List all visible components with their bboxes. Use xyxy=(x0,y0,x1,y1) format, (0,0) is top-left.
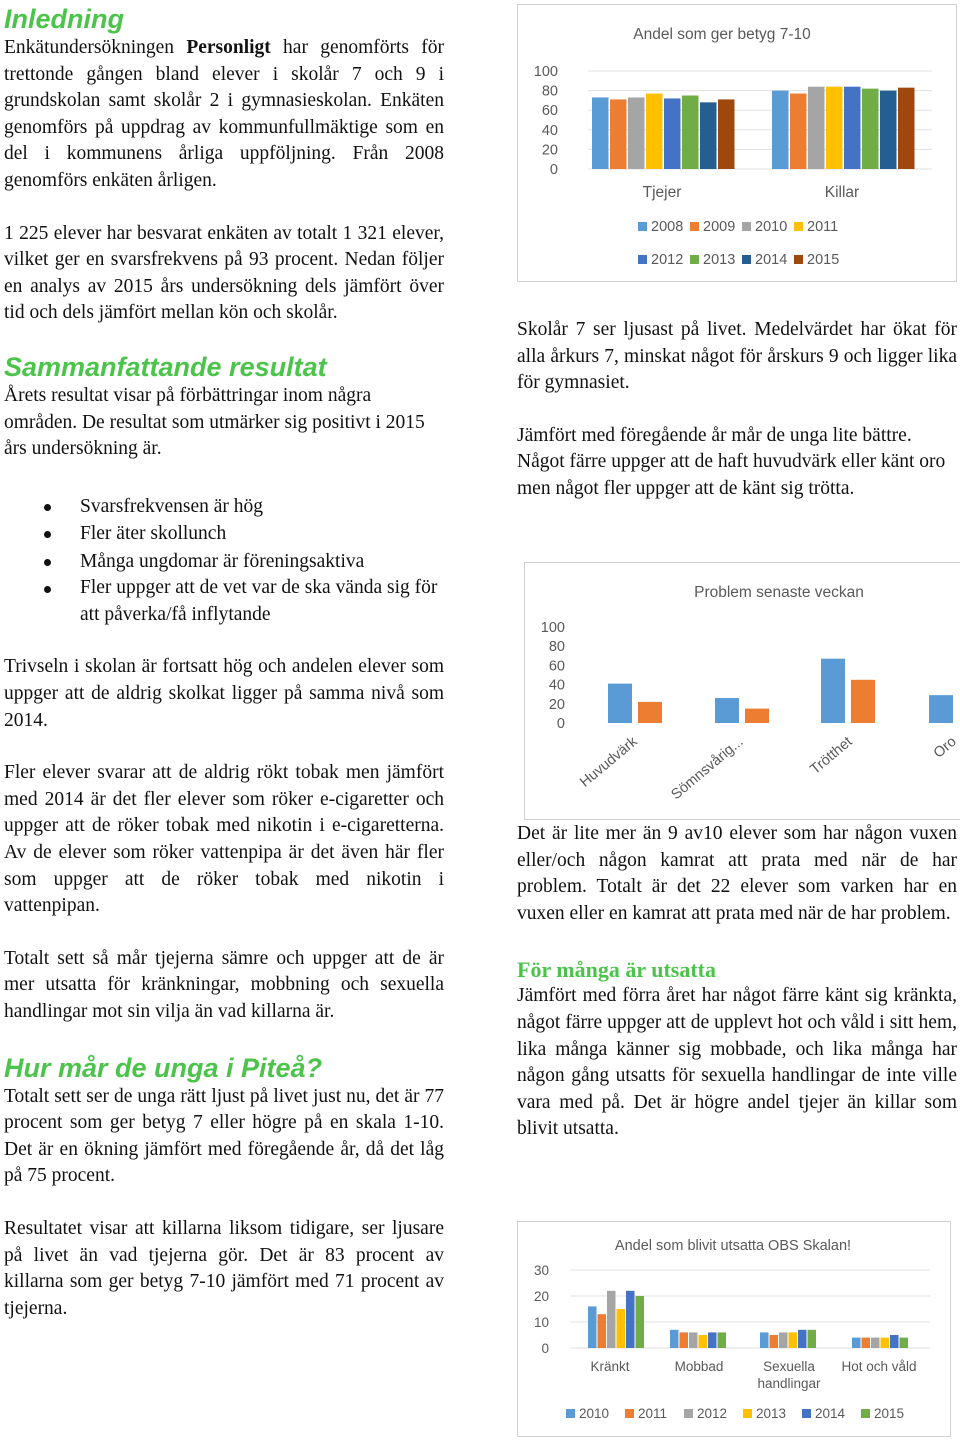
wellbeing-paragraph-2: Resultatet visar att killarna liksom tidigare, ser ljusare på livet än vad tjejerna gör. Det är 83 procent av killarna som ger betyg 7-10 jämfört med 71 procent av tjejerna. xyxy=(4,1217,444,1319)
bar xyxy=(718,1332,727,1348)
bar xyxy=(844,87,861,169)
chart-rating-box xyxy=(517,4,957,282)
bar xyxy=(708,1332,717,1348)
y-tick-label: 80 xyxy=(548,639,565,656)
bar xyxy=(862,89,879,169)
chart-exposed-box xyxy=(517,1221,951,1437)
survey-name: Personligt xyxy=(186,37,271,58)
right-paragraph-3: Det är lite mer än 9 av10 elever som har någon vuxen eller/och någon kamrat att prata med när de har problem. Totalt är det 22 elever som varken har en vuxen eller en kamrat att prata med när de har problem. xyxy=(517,823,957,924)
y-tick-label: 30 xyxy=(533,1263,549,1278)
y-tick-label: 20 xyxy=(548,696,565,713)
y-tick-label: 100 xyxy=(540,620,565,636)
category-label: Sömnsvårig... xyxy=(668,733,747,804)
bar xyxy=(880,91,897,169)
legend-label: 2011 xyxy=(807,219,839,235)
bullet-icon xyxy=(44,559,51,566)
list-item: Fler uppger att de vet var de ska vända sig för att påverka/få inflytande xyxy=(4,575,444,628)
category-label: Killar xyxy=(824,184,860,201)
bar xyxy=(700,102,717,169)
bar xyxy=(929,695,953,723)
category-label: Oro xyxy=(930,733,960,762)
bar xyxy=(636,1296,645,1348)
right-text-block-2 xyxy=(517,821,957,1143)
y-tick-label: 40 xyxy=(541,122,558,139)
legend-label: 2013 xyxy=(703,252,736,268)
bar xyxy=(638,702,662,723)
category-label: Tjejer xyxy=(642,184,682,201)
bullet-icon xyxy=(44,531,51,538)
list-item: Fler äter skollunch xyxy=(4,520,444,548)
category-label: Huvudvärk xyxy=(577,733,641,791)
legend-swatch xyxy=(794,255,803,264)
legend-label: 2015 xyxy=(807,252,840,268)
bar xyxy=(628,97,645,169)
y-tick-label: 100 xyxy=(533,64,558,80)
summary-paragraph-3: Fler elever svarar att de aldrig rökt tobak men jämfört med 2014 är det fler elever som röker e-cigaretter och uppger att de röker tobak med nikotin i e-cigaretterna. Av de elever som röker vattenpipa är det även här fler som uppger att de röker tobak med nikotin i vattenpipan. xyxy=(4,762,444,917)
legend-swatch xyxy=(625,1409,634,1418)
legend-swatch xyxy=(638,255,647,264)
bar xyxy=(881,1338,890,1348)
category-label: handlingar xyxy=(757,1376,821,1391)
y-tick-label: 20 xyxy=(533,1289,549,1304)
bar xyxy=(808,87,825,169)
bar xyxy=(821,659,845,723)
legend-label: 2012 xyxy=(697,1406,728,1421)
bar xyxy=(851,680,875,723)
category-label: Kränkt xyxy=(590,1359,630,1374)
intro-paragraph-2: 1 225 elever har besvarat enkäten av totalt 1 321 elever, vilket ger en svarsfrekvens på 93 procent. Nedan följer en analys av 2015 års undersökning dels jämfört över tid och dels jämfört mellan kön och skolår. xyxy=(4,222,444,324)
category-label: Trötthet xyxy=(807,733,856,778)
y-tick-label: 60 xyxy=(541,103,558,120)
intro-heading: Inledning xyxy=(4,4,124,34)
legend-label: 2013 xyxy=(756,1406,787,1421)
bar xyxy=(689,1332,698,1348)
summary-paragraph-4: Totalt sett så mår tjejerna sämre och uppger att de är mer utsatta för kränkningar, mobbning och sexuella handlingar mot sin vilja än vad killarna är. xyxy=(4,947,444,1022)
legend-label: 2008 xyxy=(651,219,684,235)
wellbeing-heading: Hur mår de unga i Piteå? xyxy=(4,1052,323,1083)
chart-problems xyxy=(525,563,960,819)
summary-paragraph-1: Årets resultat visar på förbättringar inom några områden. De resultat som utmärker sig positivt i 2015 års undersökning är. xyxy=(4,384,425,460)
legend-label: 2014 xyxy=(815,1406,846,1421)
legend-swatch xyxy=(742,222,751,231)
chart-problems-box xyxy=(524,562,960,820)
bar xyxy=(760,1332,769,1348)
bar xyxy=(664,98,681,169)
legend-swatch xyxy=(794,222,803,231)
bar xyxy=(626,1291,635,1348)
bullet-icon xyxy=(44,504,51,511)
summary-heading: Sammanfattande resultat xyxy=(4,351,327,382)
category-label: Mobbad xyxy=(674,1359,724,1374)
chart-title: Andel som blivit utsatta OBS Skalan! xyxy=(614,1238,852,1254)
list-item: Svarsfrekvensen är hög xyxy=(4,493,444,521)
bar xyxy=(646,94,663,169)
y-tick-label: 40 xyxy=(548,677,565,694)
bar xyxy=(617,1309,626,1348)
legend-label: 2009 xyxy=(703,219,736,235)
y-tick-label: 0 xyxy=(556,716,565,732)
positive-results-list xyxy=(4,493,444,629)
y-tick-label: 60 xyxy=(548,658,565,675)
right-paragraph-4: Jämfört med förra året har något färre känt sig kränkta, något färre uppger att de upplevt hot och våld i sitt hem, lika många känner sig mobbade, och lika många har någon gång utsatts för sexuella handlingar de inte ville vara med på. Det är högre andel tjejer än killar som blivit utsatta. xyxy=(517,985,957,1140)
legend-label: 2010 xyxy=(579,1406,610,1421)
legend-swatch xyxy=(684,1409,693,1418)
bar xyxy=(680,1332,689,1348)
legend-swatch xyxy=(690,222,699,231)
list-item: Många ungdomar är föreningsaktiva xyxy=(4,548,444,576)
bar xyxy=(699,1335,708,1348)
bar xyxy=(608,684,632,723)
bar xyxy=(779,1332,788,1348)
legend-swatch xyxy=(802,1409,811,1418)
chart-title: Andel som ger betyg 7-10 xyxy=(633,26,811,43)
y-tick-label: 20 xyxy=(541,142,558,159)
bar xyxy=(789,1332,798,1348)
legend-label: 2011 xyxy=(638,1406,668,1421)
bar xyxy=(900,1338,909,1348)
bar xyxy=(871,1338,880,1348)
legend-label: 2010 xyxy=(755,219,788,235)
legend-swatch xyxy=(690,255,699,264)
legend-swatch xyxy=(742,255,751,264)
y-tick-label: 80 xyxy=(541,83,558,100)
bar xyxy=(890,1335,899,1348)
chart-rating xyxy=(518,5,956,281)
legend-swatch xyxy=(566,1409,575,1418)
bar xyxy=(772,91,789,169)
bar xyxy=(745,709,769,723)
legend-label: 2014 xyxy=(755,252,788,268)
intro-paragraph-1: Enkätundersökningen Personligt har genomförts för trettonde gången bland elever i skolår 7 och 9 i grundskolan samt skolår 2 i gymnasieskolan. Enkäten genomförs på uppdrag av kommunfullmäktige som en del i kommunens årliga uppföljning. Från 2008 genomförs enkäten årligen. xyxy=(4,37,445,191)
y-tick-label: 0 xyxy=(549,162,558,178)
right-paragraph-2: Jämfört med föregående år mår de unga lite bättre. Något färre uppger att de haft huvudvärk eller känt oro men något fler uppger att de känt sig trötta. xyxy=(517,424,946,499)
right-text-block-1 xyxy=(517,317,957,503)
bar xyxy=(790,94,807,169)
bar xyxy=(898,88,915,169)
bar xyxy=(862,1338,871,1348)
chart-exposed xyxy=(518,1222,950,1436)
legend-label: 2015 xyxy=(874,1406,905,1421)
bar xyxy=(808,1330,817,1348)
bar xyxy=(715,698,739,723)
bar xyxy=(598,1314,607,1348)
legend-swatch xyxy=(638,222,647,231)
y-tick-label: 0 xyxy=(541,1341,549,1356)
bar xyxy=(718,99,735,169)
right-paragraph-1: Skolår 7 ser ljusast på livet. Medelvärdet har ökat för alla årkurs 7, minskat något för årskurs 9 och ligger lika för gymnasiet. xyxy=(517,319,957,394)
bar xyxy=(592,97,609,169)
summary-paragraph-2: Trivseln i skolan är fortsatt hög och andelen elever som uppger att de aldrig skolkat ligger på samma nivå som 2014. xyxy=(4,656,444,731)
bar xyxy=(607,1291,616,1348)
bar xyxy=(670,1330,679,1348)
bar xyxy=(682,96,699,170)
bar xyxy=(588,1306,597,1348)
left-column xyxy=(4,0,444,1322)
bar xyxy=(826,87,843,169)
legend-label: 2012 xyxy=(651,252,684,268)
exposed-heading: För många är utsatta xyxy=(517,957,717,983)
bar xyxy=(610,99,627,169)
y-tick-label: 10 xyxy=(533,1315,549,1330)
category-label: Sexuella xyxy=(763,1359,815,1374)
wellbeing-paragraph-1: Totalt sett ser de unga rätt ljust på livet just nu, det är 77 procent som ger betyg 7 eller högre på en skala 1-10. Det är en ökning jämfört med föregående år, då det låg på 75 procent. xyxy=(4,1085,444,1187)
bar xyxy=(798,1330,807,1348)
bar xyxy=(770,1335,779,1348)
legend-swatch xyxy=(861,1409,870,1418)
category-label: Hot och våld xyxy=(841,1359,917,1374)
legend-swatch xyxy=(743,1409,752,1418)
chart-title: Problem senaste veckan xyxy=(694,584,864,601)
bullet-icon xyxy=(44,586,51,593)
bar xyxy=(852,1338,861,1348)
